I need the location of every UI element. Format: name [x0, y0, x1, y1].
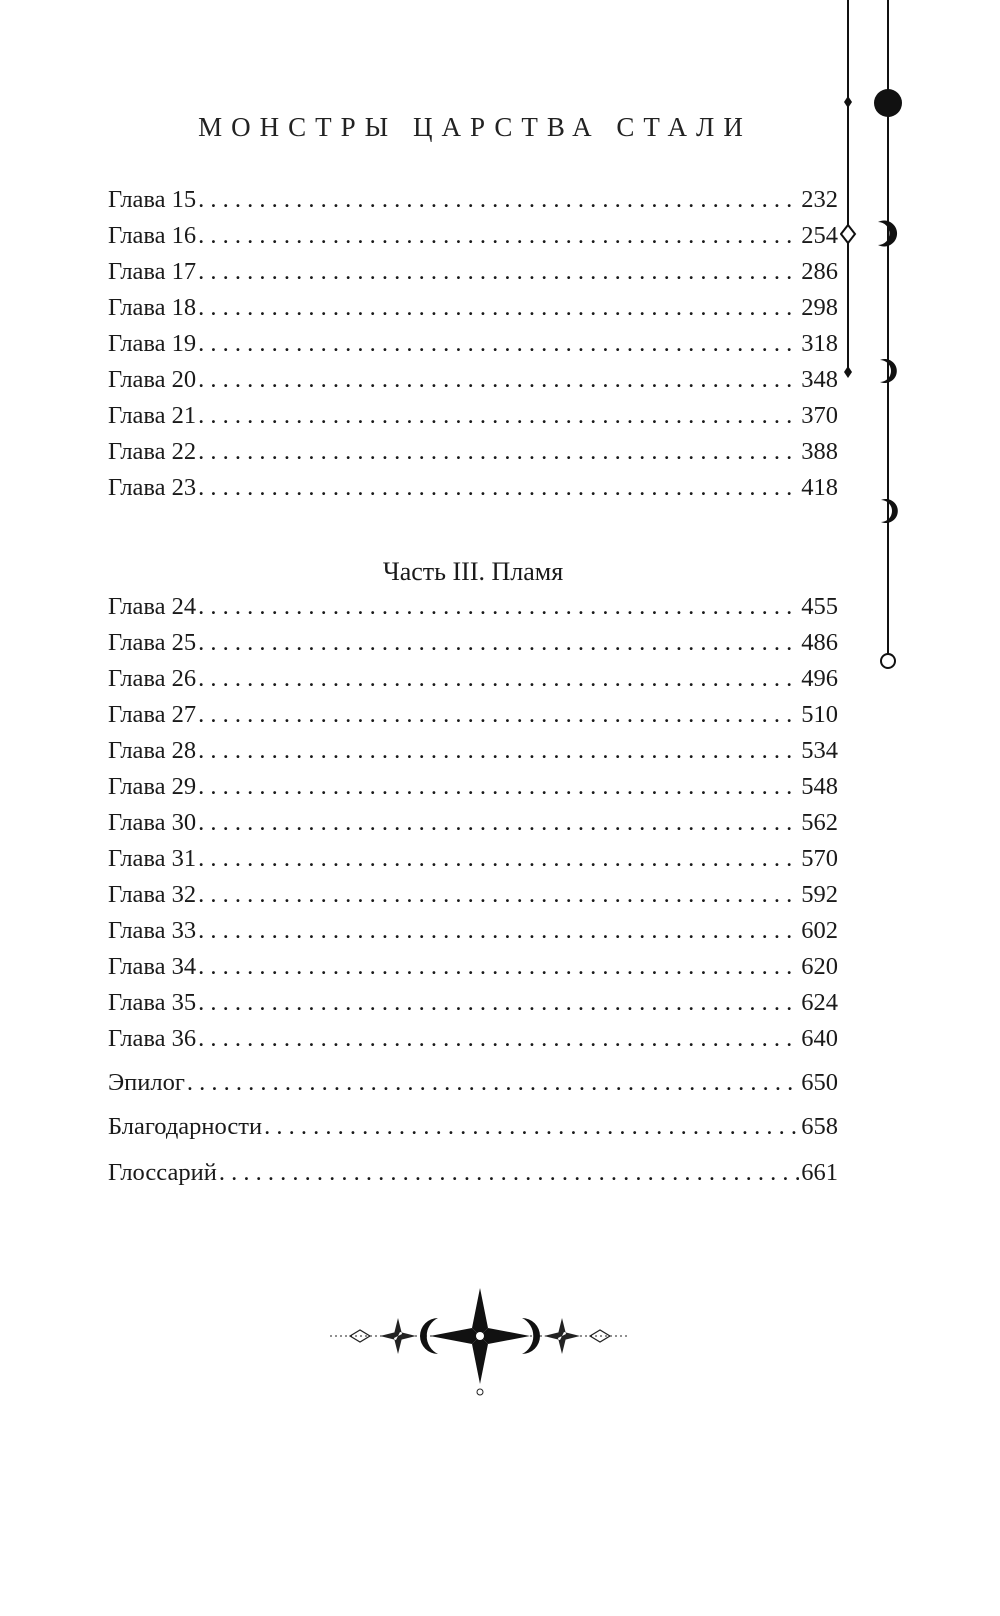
toc-entry-label: Глава 27: [108, 701, 197, 728]
leader-dots: [198, 805, 799, 841]
toc-entry-chapter-25[interactable]: [108, 625, 838, 661]
toc-entry-glossary[interactable]: [108, 1155, 838, 1191]
toc-entry-page: 254: [801, 222, 838, 249]
toc-entry-label: Глава 25: [108, 629, 197, 656]
toc-entry-page: 286: [801, 258, 838, 285]
toc-entry-page: 510: [801, 701, 838, 728]
leader-dots: [198, 1021, 799, 1057]
toc-entry-chapter-19[interactable]: [108, 326, 838, 362]
toc-entry-chapter-30[interactable]: [108, 805, 838, 841]
toc-entry-chapter-17[interactable]: [108, 254, 838, 290]
toc-entry-chapter-21[interactable]: [108, 398, 838, 434]
leader-dots: [198, 254, 799, 290]
toc-entry-chapter-27[interactable]: [108, 697, 838, 733]
toc-entry-page: 620: [801, 953, 838, 980]
toc-entry-page: 418: [801, 474, 838, 501]
toc-entry-label: Глава 22: [108, 438, 197, 465]
toc-entry-page: 486: [801, 629, 838, 656]
toc-entry-label: Глава 23: [108, 474, 197, 501]
leader-dots: [198, 769, 799, 805]
toc-entry-label: Глава 35: [108, 989, 197, 1016]
toc-entry-chapter-32[interactable]: [108, 877, 838, 913]
toc-entry-page: 318: [801, 330, 838, 357]
toc-entry-page: 624: [801, 989, 838, 1016]
toc-entry-chapter-33[interactable]: [108, 913, 838, 949]
leader-dots: [198, 697, 799, 733]
toc-entry-label: Благодарности: [108, 1113, 263, 1140]
toc-entry-page: 658: [801, 1113, 838, 1140]
running-header: МОНСТРЫ ЦАРСТВА СТАЛИ: [198, 112, 752, 142]
toc-entry-chapter-22[interactable]: [108, 434, 838, 470]
leader-dots: [198, 985, 799, 1021]
toc-entry-chapter-31[interactable]: [108, 841, 838, 877]
leader-dots: [198, 913, 799, 949]
toc-entry-page: 388: [801, 438, 838, 465]
toc-entry-page: 232: [801, 186, 838, 213]
toc-entry-chapter-15[interactable]: [108, 182, 838, 218]
leader-dots: [198, 218, 799, 254]
toc-entry-epilogue[interactable]: [108, 1065, 838, 1101]
toc-entry-page: 661: [801, 1159, 838, 1186]
toc-entry-label: Глава 32: [108, 881, 197, 908]
toc-entry-label: Глава 34: [108, 953, 197, 980]
toc-entry-label: Глоссарий: [108, 1159, 217, 1186]
leader-dots: [198, 290, 799, 326]
leader-dots: [264, 1109, 799, 1145]
leader-dots: [198, 877, 799, 913]
toc-entry-label: Глава 31: [108, 845, 197, 872]
leader-dots: [198, 625, 799, 661]
toc-entry-label: Глава 33: [108, 917, 197, 944]
leader-dots: [198, 949, 799, 985]
leader-dots: [198, 182, 799, 218]
toc-entry-page: 548: [801, 773, 838, 800]
toc-entry-page: 455: [801, 593, 838, 620]
toc-entry-label: Глава 30: [108, 809, 197, 836]
leader-dots: [198, 398, 799, 434]
toc-entry-label: Глава 17: [108, 258, 197, 285]
leader-dots: [219, 1155, 799, 1191]
toc-entry-chapter-26[interactable]: [108, 661, 838, 697]
toc-entry-label: Эпилог: [108, 1069, 185, 1096]
toc-entry-page: 640: [801, 1025, 838, 1052]
part-heading: Часть III. Пламя: [382, 557, 564, 586]
toc-entry-chapter-36[interactable]: [108, 1021, 838, 1057]
toc-entry-label: Глава 29: [108, 773, 197, 800]
toc-entry-page: 534: [801, 737, 838, 764]
toc-entry-page: 650: [801, 1069, 838, 1096]
toc-entry-page: 592: [801, 881, 838, 908]
leader-dots: [198, 434, 799, 470]
toc-entry-label: Глава 36: [108, 1025, 197, 1052]
toc-entry-page: 496: [801, 665, 838, 692]
toc-entry-chapter-34[interactable]: [108, 949, 838, 985]
toc-entry-page: 298: [801, 294, 838, 321]
toc-entry-chapter-23[interactable]: [108, 470, 838, 506]
toc-entry-page: 370: [801, 402, 838, 429]
toc-entry-chapter-35[interactable]: [108, 985, 838, 1021]
moon-phases-ornament-icon: [840, 0, 920, 700]
toc-entry-label: Глава 19: [108, 330, 197, 357]
toc-entry-label: Глава 21: [108, 402, 197, 429]
leader-dots: [198, 362, 799, 398]
leader-dots: [198, 841, 799, 877]
toc-entry-chapter-16[interactable]: [108, 218, 838, 254]
moon-star-ornament-icon: [330, 1288, 630, 1398]
toc-entry-chapter-28[interactable]: [108, 733, 838, 769]
toc-entry-label: Глава 28: [108, 737, 197, 764]
toc-entry-chapter-24[interactable]: [108, 589, 838, 625]
leader-dots: [187, 1065, 799, 1101]
toc-entry-label: Глава 26: [108, 665, 197, 692]
toc-entry-chapter-29[interactable]: [108, 769, 838, 805]
toc-entry-label: Глава 20: [108, 366, 197, 393]
toc-entry-chapter-20[interactable]: [108, 362, 838, 398]
toc-entry-label: Глава 15: [108, 186, 197, 213]
toc-entry-acknowledgements[interactable]: [108, 1109, 838, 1145]
toc-entry-page: 348: [801, 366, 838, 393]
toc-entry-page: 570: [801, 845, 838, 872]
toc-entry-label: Глава 16: [108, 222, 197, 249]
leader-dots: [198, 470, 799, 506]
leader-dots: [198, 326, 799, 362]
toc-entry-chapter-18[interactable]: [108, 290, 838, 326]
toc-entry-page: 562: [801, 809, 838, 836]
leader-dots: [198, 661, 799, 697]
toc-entry-label: Глава 24: [108, 593, 197, 620]
leader-dots: [198, 733, 799, 769]
toc-entry-page: 602: [801, 917, 838, 944]
leader-dots: [198, 589, 799, 625]
toc-entry-label: Глава 18: [108, 294, 197, 321]
